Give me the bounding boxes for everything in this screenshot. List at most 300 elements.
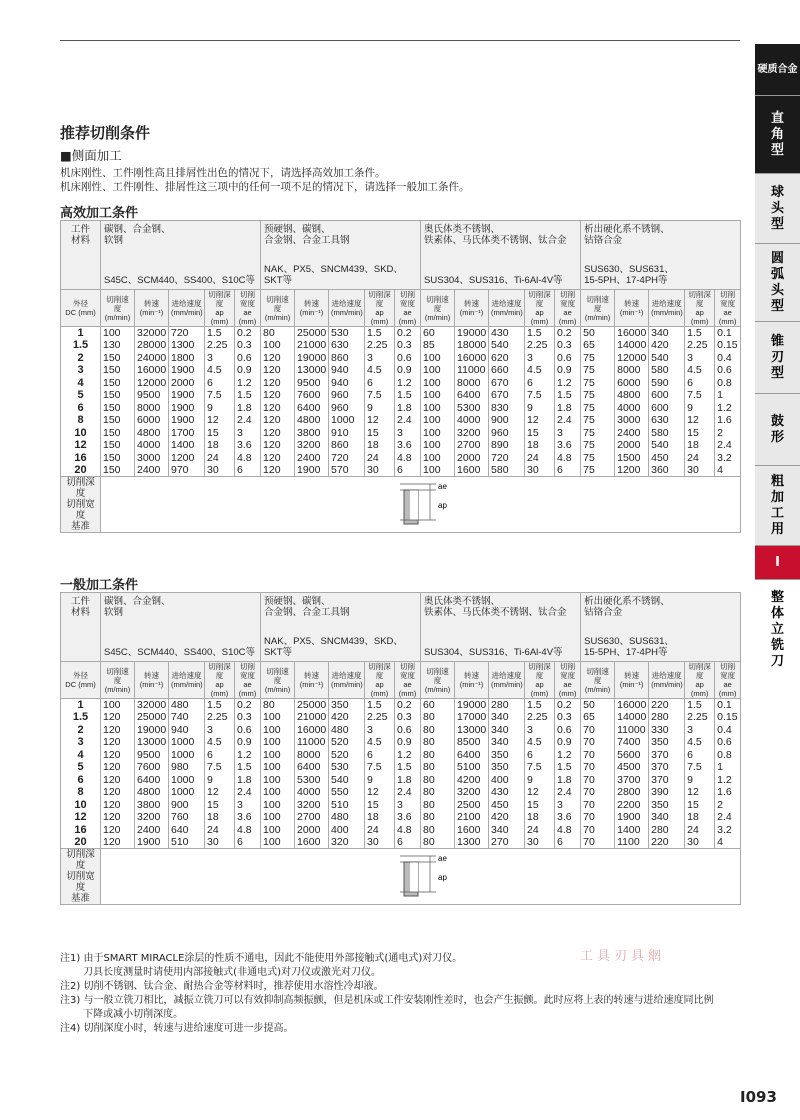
cell-value: 0.15 <box>715 711 741 724</box>
cell-value: 13000 <box>295 364 329 377</box>
cell-value: 430 <box>489 327 525 340</box>
cell-value: 80 <box>421 799 455 812</box>
cell-value: 30 <box>525 836 555 849</box>
cell-value: 370 <box>649 774 685 787</box>
cell-value: 3 <box>365 352 395 365</box>
cell-value: 24 <box>525 824 555 837</box>
material-grades: SUS630、SUS631、 15-5PH、17-4PH等 <box>584 636 674 658</box>
cell-value: 70 <box>581 786 615 799</box>
cell-value: 660 <box>489 364 525 377</box>
cell-value: 16000 <box>615 327 649 340</box>
cell-value: 6400 <box>455 389 489 402</box>
column-header: 进给速度 (mm/min) <box>169 662 205 699</box>
cell-value: 3.6 <box>395 811 421 824</box>
cell-value: 6 <box>395 836 421 849</box>
cell-value: 1200 <box>169 452 205 465</box>
cell-value: 8500 <box>455 736 489 749</box>
dc-value: 12 <box>61 439 101 452</box>
cell-value: 9 <box>525 774 555 787</box>
cell-value: 9 <box>525 402 555 415</box>
cell-value: 5600 <box>615 749 649 762</box>
cell-value: 19000 <box>135 724 169 737</box>
side-tab <box>755 466 800 546</box>
cell-value: 1900 <box>615 811 649 824</box>
cell-value: 120 <box>261 414 295 427</box>
cell-value: 100 <box>421 452 455 465</box>
cell-value: 24 <box>205 824 235 837</box>
cell-value: 1500 <box>615 452 649 465</box>
cell-value: 80 <box>421 724 455 737</box>
cell-value: 3.6 <box>235 439 261 452</box>
material-desc: 析出硬化系不锈钢、 钴铬合金 <box>584 596 670 618</box>
cell-value: 2500 <box>455 799 489 812</box>
column-header: 进给速度 (mm/min) <box>489 662 525 699</box>
table-row <box>61 339 741 352</box>
cell-value: 1.5 <box>685 327 715 340</box>
material-row <box>61 593 741 662</box>
cell-value: 18 <box>365 811 395 824</box>
cell-value: 2.4 <box>555 786 581 799</box>
cell-value: 5100 <box>455 761 489 774</box>
cell-value: 4.8 <box>235 452 261 465</box>
watermark: 工具刃具網 <box>580 949 666 964</box>
cell-value: 150 <box>101 364 135 377</box>
cell-value: 3000 <box>135 452 169 465</box>
cell-value: 1.2 <box>555 377 581 390</box>
cell-value: 70 <box>581 836 615 849</box>
cell-value: 14000 <box>615 711 649 724</box>
cell-value: 1.6 <box>715 414 741 427</box>
material-desc: 预硬钢、碳钢、 合金钢、合金工具钢 <box>264 224 350 246</box>
cell-value: 18 <box>525 811 555 824</box>
cell-value: 30 <box>365 836 395 849</box>
cell-value: 320 <box>329 836 365 849</box>
note-line: 注1) 由于SMART MIRACLE涂层的性质不通电，因此不能使用外部接触式(通电式)对刀仪。 <box>60 953 463 964</box>
cell-value: 6400 <box>295 402 329 415</box>
material-grades: SUS630、SUS631、 15-5PH、17-4PH等 <box>584 264 674 286</box>
cell-value: 75 <box>581 452 615 465</box>
cell-value: 1600 <box>455 824 489 837</box>
cell-value: 75 <box>581 427 615 440</box>
cell-value: 75 <box>581 402 615 415</box>
cell-value: 480 <box>329 724 365 737</box>
cell-value: 120 <box>261 464 295 477</box>
cell-value: 15 <box>525 799 555 812</box>
column-header: 切削宽度 ae (mm) <box>555 662 581 699</box>
table-row <box>61 774 741 787</box>
cell-value: 9 <box>205 402 235 415</box>
cell-value: 6000 <box>135 414 169 427</box>
cell-value: 3 <box>555 427 581 440</box>
material-grades: S45C、SCM440、SS400、S10C等 <box>104 647 256 658</box>
dc-value: 4 <box>61 377 101 390</box>
cell-value: 0.4 <box>715 352 741 365</box>
cell-value: 1000 <box>169 786 205 799</box>
cell-value: 580 <box>649 427 685 440</box>
general-title: 一般加工条件 <box>60 578 139 593</box>
cell-value: 100 <box>421 414 455 427</box>
cell-value: 0.4 <box>715 724 741 737</box>
column-header: 转速 (min⁻¹) <box>615 662 649 699</box>
cell-value: 6 <box>555 836 581 849</box>
cell-value: 0.9 <box>555 364 581 377</box>
cell-value: 24 <box>365 452 395 465</box>
cell-value: 0.2 <box>395 327 421 340</box>
cell-value: 80 <box>261 699 295 712</box>
material-desc: 碳钢、合金钢、 软钢 <box>104 596 171 618</box>
cell-value: 520 <box>329 749 365 762</box>
cell-value: 100 <box>421 364 455 377</box>
dc-value: 5 <box>61 761 101 774</box>
cell-value: 0.8 <box>715 377 741 390</box>
side-tab-label: 粗 加 工 用 <box>770 473 784 537</box>
cell-value: 3.6 <box>555 439 581 452</box>
column-header: 进给速度 (mm/min) <box>329 290 365 327</box>
column-header: 进给速度 (mm/min) <box>649 290 685 327</box>
cell-value: 670 <box>489 377 525 390</box>
cell-value: 18000 <box>455 339 489 352</box>
cell-value: 12000 <box>135 377 169 390</box>
cell-value: 1000 <box>169 774 205 787</box>
cell-value: 70 <box>581 724 615 737</box>
cell-value: 1.8 <box>235 774 261 787</box>
cell-value: 32000 <box>135 327 169 340</box>
material-cell <box>101 221 261 290</box>
cell-value: 2000 <box>295 824 329 837</box>
cell-value: 150 <box>101 464 135 477</box>
column-header: 切削宽度 ae (mm) <box>235 290 261 327</box>
cell-value: 3.6 <box>395 439 421 452</box>
cell-value: 6 <box>235 464 261 477</box>
cell-value: 220 <box>649 699 685 712</box>
cell-value: 600 <box>649 402 685 415</box>
cell-value: 420 <box>489 811 525 824</box>
cell-value: 670 <box>489 389 525 402</box>
cell-value: 6 <box>365 377 395 390</box>
side-tab <box>755 546 800 580</box>
cell-value: 24 <box>685 452 715 465</box>
cell-value: 1.8 <box>235 402 261 415</box>
material-group <box>584 596 737 658</box>
column-header: 切削深度 ap (mm) <box>685 662 715 699</box>
cell-value: 0.9 <box>395 364 421 377</box>
cell-value: 740 <box>169 711 205 724</box>
cell-value: 120 <box>261 389 295 402</box>
cell-value: 2.4 <box>395 414 421 427</box>
material-desc: 析出硬化系不锈钢、 钴铬合金 <box>584 224 670 246</box>
column-header: 切削宽度 ae (mm) <box>715 662 741 699</box>
cell-value: 0.6 <box>395 352 421 365</box>
cell-value: 9 <box>365 774 395 787</box>
cell-value: 30 <box>525 464 555 477</box>
dc-value: 3 <box>61 364 101 377</box>
cell-value: 1600 <box>455 464 489 477</box>
cell-value: 0.3 <box>395 339 421 352</box>
cell-value: 390 <box>649 786 685 799</box>
cell-value: 580 <box>489 464 525 477</box>
side-tab <box>755 174 800 244</box>
cell-value: 0.3 <box>235 711 261 724</box>
cell-value: 25000 <box>295 699 329 712</box>
cell-value: 540 <box>649 352 685 365</box>
cell-value: 1.6 <box>715 786 741 799</box>
cell-value: 1.5 <box>395 389 421 402</box>
cell-value: 9 <box>365 402 395 415</box>
cell-value: 400 <box>489 774 525 787</box>
cell-value: 15 <box>365 799 395 812</box>
cell-value: 50 <box>581 327 615 340</box>
section-subtitle: ■侧面加工 <box>60 148 122 163</box>
cell-value: 0.2 <box>555 699 581 712</box>
cell-value: 2700 <box>295 811 329 824</box>
cell-value: 520 <box>329 736 365 749</box>
cell-value: 80 <box>421 736 455 749</box>
dc-value: 2 <box>61 724 101 737</box>
cell-value: 100 <box>421 377 455 390</box>
cell-value: 0.6 <box>715 736 741 749</box>
cell-value: 2.25 <box>685 339 715 352</box>
cell-value: 540 <box>329 774 365 787</box>
cell-value: 15 <box>685 427 715 440</box>
dc-value: 1.5 <box>61 711 101 724</box>
cell-value: 4.8 <box>235 824 261 837</box>
cell-value: 100 <box>261 799 295 812</box>
cell-value: 3 <box>395 799 421 812</box>
cell-value: 540 <box>489 339 525 352</box>
cell-value: 18 <box>685 439 715 452</box>
cell-value: 4000 <box>455 414 489 427</box>
cell-value: 70 <box>581 774 615 787</box>
cell-value: 80 <box>421 836 455 849</box>
cell-value: 120 <box>101 824 135 837</box>
column-header: 切削深度 ap (mm) <box>525 290 555 327</box>
cell-value: 1100 <box>615 836 649 849</box>
cell-value: 120 <box>101 736 135 749</box>
material-cell <box>261 221 421 290</box>
table-row <box>61 439 741 452</box>
cell-value: 9 <box>205 774 235 787</box>
cell-value: 60 <box>421 699 455 712</box>
cell-value: 4.5 <box>685 736 715 749</box>
cell-value: 70 <box>581 811 615 824</box>
cell-value: 85 <box>421 339 455 352</box>
cell-value: 510 <box>329 799 365 812</box>
cell-value: 0.8 <box>715 749 741 762</box>
cell-value: 70 <box>581 761 615 774</box>
cell-value: 25000 <box>295 327 329 340</box>
cell-value: 80 <box>421 786 455 799</box>
table-row <box>61 736 741 749</box>
cell-value: 4 <box>715 836 741 849</box>
cell-value: 150 <box>101 414 135 427</box>
cell-value: 900 <box>169 799 205 812</box>
cell-value: 4.5 <box>685 364 715 377</box>
table-row <box>61 811 741 824</box>
cell-value: 1.5 <box>205 699 235 712</box>
material-desc: 预硬钢、碳钢、 合金钢、合金工具钢 <box>264 596 350 618</box>
cell-value: 4000 <box>615 402 649 415</box>
material-cell <box>421 221 581 290</box>
table-row <box>61 699 741 712</box>
cell-value: 6 <box>685 377 715 390</box>
column-header: 切削速度 (m/min) <box>101 662 135 699</box>
cell-value: 3 <box>365 724 395 737</box>
cell-value: 3 <box>235 427 261 440</box>
table-row <box>61 377 741 390</box>
cell-value: 0.1 <box>715 699 741 712</box>
cell-value: 510 <box>169 836 205 849</box>
cell-value: 1.2 <box>235 749 261 762</box>
cell-value: 1.2 <box>395 749 421 762</box>
cell-value: 100 <box>261 339 295 352</box>
cell-value: 1200 <box>615 464 649 477</box>
cell-value: 940 <box>169 724 205 737</box>
cell-value: 32000 <box>135 699 169 712</box>
cell-value: 1.5 <box>525 327 555 340</box>
material-label: 工件 材料 <box>61 221 101 290</box>
cell-value: 75 <box>581 464 615 477</box>
cell-value: 30 <box>205 836 235 849</box>
cell-value: 1400 <box>169 439 205 452</box>
cell-value: 6 <box>205 749 235 762</box>
cell-value: 1400 <box>615 824 649 837</box>
table-row <box>61 364 741 377</box>
cell-value: 0.6 <box>395 724 421 737</box>
cell-value: 12 <box>685 414 715 427</box>
cell-value: 2.4 <box>555 414 581 427</box>
side-tab-label: 球 头 型 <box>770 184 784 232</box>
note-line: 注4) 切削深度小时，转速与进给速度可进一步提高。 <box>60 1023 294 1034</box>
column-header: 切削宽度 ae (mm) <box>395 662 421 699</box>
cell-value: 1.5 <box>235 761 261 774</box>
cell-value: 80 <box>421 824 455 837</box>
cell-value: 12 <box>205 786 235 799</box>
cell-value: 2.25 <box>525 711 555 724</box>
dc-value: 2 <box>61 352 101 365</box>
cell-value: 120 <box>261 439 295 452</box>
side-tab <box>755 394 800 466</box>
cell-value: 1.5 <box>365 699 395 712</box>
cell-value: 1 <box>715 761 741 774</box>
cell-value: 150 <box>101 402 135 415</box>
cell-value: 1.2 <box>715 774 741 787</box>
dc-value: 16 <box>61 452 101 465</box>
cell-value: 420 <box>329 711 365 724</box>
dc-value: 10 <box>61 799 101 812</box>
column-header: 切削宽度 ae (mm) <box>235 662 261 699</box>
cell-value: 890 <box>489 439 525 452</box>
cell-value: 3200 <box>135 811 169 824</box>
cell-value: 2.25 <box>205 711 235 724</box>
cell-value: 4000 <box>295 786 329 799</box>
cell-value: 28000 <box>135 339 169 352</box>
cell-value: 2.4 <box>395 786 421 799</box>
cell-value: 350 <box>489 749 525 762</box>
high-efficiency-table <box>60 220 741 533</box>
column-header: 切削深度 ap (mm) <box>685 290 715 327</box>
cell-value: 120 <box>101 749 135 762</box>
cell-value: 1.5 <box>205 327 235 340</box>
cell-value: 1.2 <box>395 377 421 390</box>
cell-value: 340 <box>489 724 525 737</box>
cell-value: 75 <box>581 389 615 402</box>
cell-value: 1600 <box>295 836 329 849</box>
cell-value: 3.6 <box>235 811 261 824</box>
cell-value: 11000 <box>455 364 489 377</box>
column-header: 切削宽度 ae (mm) <box>715 290 741 327</box>
cell-value: 340 <box>489 711 525 724</box>
cell-value: 480 <box>329 811 365 824</box>
ap-label: ap <box>437 501 447 510</box>
cell-value: 1.2 <box>235 377 261 390</box>
cell-value: 1900 <box>295 464 329 477</box>
cell-value: 370 <box>649 749 685 762</box>
cell-value: 280 <box>489 699 525 712</box>
cell-value: 120 <box>101 811 135 824</box>
cell-value: 8000 <box>295 749 329 762</box>
cell-value: 5300 <box>455 402 489 415</box>
cell-value: 21000 <box>295 339 329 352</box>
cell-value: 1.8 <box>395 774 421 787</box>
cell-value: 1.2 <box>715 402 741 415</box>
table-row <box>61 389 741 402</box>
note-line: 注2) 切削不锈钢、钛合金、耐热合金等材料时，推荐使用水溶性冷却液。 <box>60 981 384 992</box>
cell-value: 80 <box>421 761 455 774</box>
material-group <box>424 224 577 286</box>
table-row <box>61 799 741 812</box>
cell-value: 100 <box>261 824 295 837</box>
cell-value: 3 <box>555 799 581 812</box>
cell-value: 0.2 <box>235 327 261 340</box>
cell-value: 640 <box>169 824 205 837</box>
cell-value: 280 <box>649 824 685 837</box>
cell-value: 2.25 <box>365 711 395 724</box>
column-header: 切削速度 (m/min) <box>261 662 295 699</box>
cell-value: 24 <box>365 824 395 837</box>
dc-value: 12 <box>61 811 101 824</box>
page-title: 推荐切削条件 <box>60 124 151 142</box>
cell-value: 370 <box>649 761 685 774</box>
cell-value: 2700 <box>455 439 489 452</box>
cell-value: 100 <box>261 786 295 799</box>
note-line: 下降或减小切削深度。 <box>60 1009 184 1020</box>
cell-value: 3 <box>525 352 555 365</box>
cell-value: 100 <box>261 736 295 749</box>
dc-value: 1.5 <box>61 339 101 352</box>
cell-value: 3 <box>685 724 715 737</box>
side-tab <box>755 580 800 680</box>
cell-value: 940 <box>329 364 365 377</box>
cell-value: 4.5 <box>525 736 555 749</box>
cell-value: 80 <box>261 327 295 340</box>
cell-value: 0.9 <box>555 736 581 749</box>
cell-value: 970 <box>169 464 205 477</box>
diagram-label: 切削深度 切削宽度 基准 <box>61 477 101 533</box>
column-header: 切削深度 ap (mm) <box>205 290 235 327</box>
cell-value: 9500 <box>295 377 329 390</box>
cell-value: 1000 <box>169 749 205 762</box>
cell-value: 2200 <box>615 799 649 812</box>
column-header: 切削宽度 ae (mm) <box>395 290 421 327</box>
table-row <box>61 402 741 415</box>
cutting-depth-diagram <box>396 852 456 898</box>
cell-value: 120 <box>261 452 295 465</box>
cell-value: 100 <box>261 711 295 724</box>
material-grades: NAK、PX5、SNCM439、SKD、SKT等 <box>264 264 403 286</box>
cell-value: 80 <box>421 774 455 787</box>
cell-value: 2.4 <box>235 786 261 799</box>
cell-value: 120 <box>101 799 135 812</box>
